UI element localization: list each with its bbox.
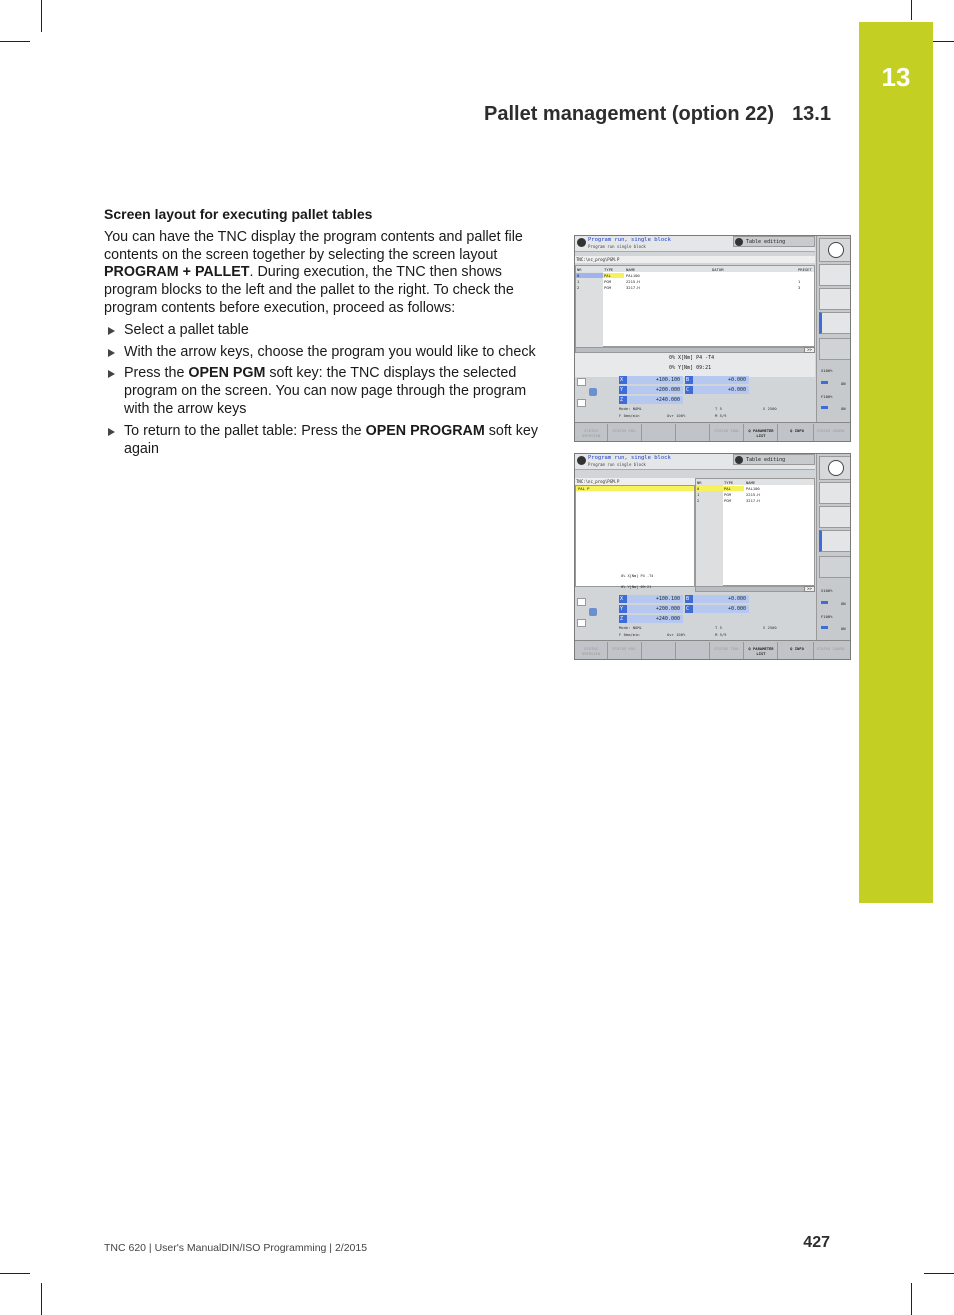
step-text: soft key: the TNC displays the selected program on the screen. You can now page through the program with the arrow keys bbox=[124, 365, 527, 417]
step-item bbox=[104, 423, 540, 459]
softkey-bar bbox=[575, 640, 851, 660]
axis-value: +240.000 bbox=[627, 396, 683, 404]
nr-column bbox=[696, 485, 723, 587]
feed-override: F100% bbox=[821, 394, 833, 399]
override-info: Ovr 100% bbox=[667, 632, 686, 637]
tool-status-icon bbox=[589, 608, 597, 616]
programming-mode-icon bbox=[735, 456, 743, 464]
scroll-right-button[interactable]: >> bbox=[804, 586, 815, 592]
softkey-vertical-active[interactable] bbox=[819, 312, 851, 334]
table-cell: PGM bbox=[724, 498, 731, 503]
table-cell: 0 bbox=[697, 486, 700, 491]
programming-mode-label: Table editing bbox=[746, 239, 786, 245]
softkey-bar bbox=[575, 422, 851, 442]
softkey-vertical[interactable] bbox=[819, 288, 851, 310]
axis-label: C bbox=[685, 605, 693, 613]
table-cell: 3217.H bbox=[746, 498, 760, 503]
table-cell: PAL100 bbox=[746, 486, 760, 491]
crop-mark bbox=[924, 1273, 954, 1274]
softkey-empty[interactable] bbox=[677, 642, 710, 660]
chapter-tab bbox=[859, 22, 933, 903]
override-on: ON bbox=[841, 381, 846, 386]
step-item bbox=[104, 344, 540, 362]
softkey-vertical[interactable] bbox=[819, 264, 851, 286]
machine-mode-icon bbox=[577, 456, 586, 465]
override-led bbox=[821, 601, 828, 604]
column-header: PRESET bbox=[798, 267, 812, 272]
step-text: Select a pallet table bbox=[124, 321, 249, 338]
step-item bbox=[104, 322, 540, 340]
status-checkbox[interactable] bbox=[577, 378, 586, 386]
crop-mark bbox=[911, 0, 912, 20]
override-on: ON bbox=[841, 626, 846, 631]
table-cell: PAL bbox=[604, 273, 611, 278]
arrow-bullet-icon bbox=[108, 428, 115, 436]
softkey-status-pos[interactable]: STATUS POS. bbox=[609, 642, 642, 660]
axis-row bbox=[685, 605, 749, 613]
mode-header bbox=[575, 454, 815, 470]
softkey-status-tool[interactable]: STATUS TOOL bbox=[711, 424, 744, 442]
pallet-table[interactable] bbox=[695, 478, 815, 586]
column-header: DATUM bbox=[712, 267, 724, 272]
table-cell: 1 bbox=[577, 279, 580, 284]
section-number: 13.1 bbox=[792, 103, 831, 125]
softkey-q-info[interactable]: Q INFO bbox=[781, 424, 814, 442]
spindle-info: S 2500 bbox=[763, 406, 777, 411]
m-function-info: M 5/9 bbox=[715, 632, 727, 637]
axis-row bbox=[685, 595, 749, 603]
tnc-screenshot-pallet bbox=[574, 235, 851, 442]
column-header: TYPE bbox=[724, 480, 734, 485]
step-text: soft key again bbox=[124, 422, 539, 457]
row-cursor bbox=[576, 273, 603, 278]
program-line: PAL P bbox=[578, 486, 590, 491]
table-cell: PGM bbox=[604, 285, 611, 290]
axis-row bbox=[685, 376, 749, 384]
axis-label: Z bbox=[619, 615, 627, 623]
vertical-softkey-bar bbox=[816, 236, 851, 422]
machine-mode-label: Program run, single block bbox=[588, 455, 671, 461]
intro-paragraph bbox=[104, 229, 540, 318]
table-cell: 1 bbox=[798, 279, 801, 284]
table-cell: 0 bbox=[577, 273, 580, 278]
axis-row bbox=[685, 386, 749, 394]
override-on: ON bbox=[841, 601, 846, 606]
column-header: NR bbox=[697, 480, 702, 485]
status-checkbox[interactable] bbox=[577, 399, 586, 407]
status-checkbox[interactable] bbox=[577, 598, 586, 606]
table-cell: 2215.H bbox=[746, 492, 760, 497]
table-cell: PAL bbox=[724, 486, 731, 491]
softkey-vertical[interactable] bbox=[819, 338, 851, 360]
axis-label: B bbox=[685, 595, 693, 603]
pallet-table[interactable] bbox=[575, 265, 815, 347]
step-item bbox=[104, 365, 540, 418]
override-led bbox=[821, 626, 828, 629]
table-cell: PGM bbox=[724, 492, 731, 497]
status-line: 0% X[Nm] P4 -T4 bbox=[621, 574, 654, 578]
machine-mode-icon bbox=[577, 238, 586, 247]
file-path: TNC:\nc_prog\PGM.P bbox=[575, 256, 815, 263]
spindle-override: S100% bbox=[821, 368, 833, 373]
softkey-empty[interactable] bbox=[643, 642, 676, 660]
mode-info: Mode: NOML bbox=[619, 406, 642, 411]
axis-value: +0.000 bbox=[693, 376, 749, 384]
horizontal-scrollbar[interactable] bbox=[695, 586, 815, 592]
tnc-screenshot-program-pallet bbox=[574, 453, 851, 660]
axis-value: +0.000 bbox=[693, 386, 749, 394]
tool-info: T 5 bbox=[715, 625, 722, 630]
softkey-status-pos[interactable]: STATUS POS. bbox=[609, 424, 642, 442]
softkey-q-info[interactable]: Q INFO bbox=[781, 642, 814, 660]
clock-panel bbox=[819, 456, 851, 480]
footer-text: TNC 620 | User's ManualDIN/ISO Programming | 2/2015 bbox=[104, 1242, 368, 1254]
arrow-bullet-icon bbox=[108, 349, 115, 357]
mode-info: Mode: NOML bbox=[619, 625, 642, 630]
selected-row-highlight bbox=[696, 486, 744, 491]
override-led bbox=[821, 406, 828, 409]
para-text: You can have the TNC display the program contents and pallet file contents on the screen together by selecting the screen layout bbox=[104, 228, 523, 263]
table-cell: 3 bbox=[798, 285, 801, 290]
softkey-q-parameter-list[interactable]: Q PARAMETER LIST bbox=[745, 424, 778, 442]
section-heading: Screen layout for executing pallet tables bbox=[104, 206, 373, 222]
status-line: 0% X[Nm] P4 -T4 bbox=[669, 355, 715, 361]
step-text: To return to the pallet table: Press the bbox=[124, 422, 366, 439]
softkey-q-parameter-list[interactable]: Q PARAMETER LIST bbox=[745, 642, 778, 660]
softkey-vertical[interactable] bbox=[819, 482, 851, 504]
softkey-vertical-active[interactable] bbox=[819, 530, 851, 552]
override-on: ON bbox=[841, 406, 846, 411]
axis-row bbox=[619, 605, 683, 613]
table-cell: 3217.H bbox=[626, 285, 640, 290]
softkey-vertical[interactable] bbox=[819, 506, 851, 528]
para-bold: PROGRAM + PALLET bbox=[104, 264, 250, 281]
softkey-status-overview[interactable]: STATUS OVERVIEW bbox=[575, 642, 608, 660]
column-header: NAME bbox=[746, 480, 756, 485]
softkey-status-coord[interactable]: STATUS COORD. bbox=[816, 428, 847, 433]
axis-value: +100.100 bbox=[627, 595, 683, 603]
axis-row bbox=[619, 595, 683, 603]
axis-value: +100.100 bbox=[627, 376, 683, 384]
page-number: 427 bbox=[803, 1234, 830, 1251]
clock-icon bbox=[828, 242, 844, 258]
softkey-status-tool[interactable]: STATUS TOOL bbox=[711, 642, 744, 660]
arrow-bullet-icon bbox=[108, 370, 115, 378]
table-cell: 2 bbox=[697, 498, 700, 503]
crop-mark bbox=[0, 1273, 30, 1274]
softkey-status-overview[interactable]: STATUS OVERVIEW bbox=[575, 424, 608, 442]
axis-value: +0.000 bbox=[693, 605, 749, 613]
machine-mode-sub: Program run single block bbox=[588, 462, 646, 467]
axis-label: C bbox=[685, 386, 693, 394]
softkey-empty[interactable] bbox=[643, 424, 676, 442]
softkey-empty[interactable] bbox=[677, 424, 710, 442]
axis-value: +200.000 bbox=[627, 386, 683, 394]
current-block-highlight bbox=[576, 486, 694, 491]
column-header: TYPE bbox=[604, 267, 614, 272]
spindle-info: S 2500 bbox=[763, 625, 777, 630]
clock-panel bbox=[819, 238, 851, 262]
table-cell: PGM bbox=[604, 279, 611, 284]
step-bold: OPEN PROGRAM bbox=[365, 422, 485, 439]
chapter-number: 13 bbox=[881, 62, 911, 92]
feed-info: F 0mm/min bbox=[619, 632, 640, 637]
axis-label: Y bbox=[619, 386, 627, 394]
crop-mark bbox=[41, 1283, 42, 1315]
arrow-bullet-icon bbox=[108, 327, 115, 335]
running-header bbox=[300, 103, 831, 126]
feed-info: F 0mm/min bbox=[619, 413, 640, 418]
status-checkbox[interactable] bbox=[577, 619, 586, 627]
column-header: NAME bbox=[626, 267, 636, 272]
axis-label: B bbox=[685, 376, 693, 384]
axis-label: X bbox=[619, 595, 627, 603]
programming-mode-box[interactable] bbox=[733, 236, 815, 247]
override-info: Ovr 100% bbox=[667, 413, 686, 418]
step-text: With the arrow keys, choose the program you would like to check bbox=[124, 343, 536, 360]
spindle-override: S100% bbox=[821, 588, 833, 593]
crop-mark bbox=[911, 1283, 912, 1315]
body-text bbox=[104, 206, 540, 458]
chapter-title: Pallet management (option 22) bbox=[484, 103, 775, 125]
axis-row bbox=[619, 396, 683, 404]
column-header: NR bbox=[577, 267, 582, 272]
axis-value: +240.000 bbox=[627, 615, 683, 623]
vertical-softkey-bar bbox=[816, 454, 851, 640]
step-text: Press the bbox=[124, 365, 189, 382]
tool-info: T 5 bbox=[715, 406, 722, 411]
step-bold: OPEN PGM bbox=[188, 365, 266, 382]
scroll-right-button[interactable]: >> bbox=[804, 347, 815, 353]
axis-row bbox=[619, 615, 683, 623]
programming-mode-label: Table editing bbox=[746, 457, 786, 463]
crop-mark bbox=[0, 41, 30, 42]
table-cell: 2 bbox=[577, 285, 580, 290]
table-cell: 1 bbox=[697, 492, 700, 497]
mode-header bbox=[575, 236, 815, 252]
feed-override: F100% bbox=[821, 614, 833, 619]
programming-mode-icon bbox=[735, 238, 743, 246]
machine-mode-label: Program run, single block bbox=[588, 237, 671, 243]
axis-row bbox=[619, 386, 683, 394]
crop-mark bbox=[41, 0, 42, 32]
softkey-vertical[interactable] bbox=[819, 556, 851, 578]
step-list bbox=[104, 322, 540, 459]
table-cell: 2215.H bbox=[626, 279, 640, 284]
axis-label: Y bbox=[619, 605, 627, 613]
table-cell: PAL100 bbox=[626, 273, 640, 278]
axis-value: +200.000 bbox=[627, 605, 683, 613]
para-text: . During execution, the TNC then shows program blocks to the left and the pallet to the right. To check the program contents before execution, proceed as follows: bbox=[104, 264, 514, 316]
file-path: TNC:\nc_prog\PGM.P bbox=[575, 478, 695, 485]
softkey-status-coord[interactable]: STATUS COORD. bbox=[816, 646, 847, 651]
axis-row bbox=[619, 376, 683, 384]
tool-status-icon bbox=[589, 388, 597, 396]
override-led bbox=[821, 381, 828, 384]
status-line: 0% Y[Nm] 09:21 bbox=[621, 585, 652, 589]
program-view[interactable] bbox=[575, 485, 695, 587]
status-line: 0% Y[Nm] 09:21 bbox=[669, 365, 712, 371]
axis-value: +0.000 bbox=[693, 595, 749, 603]
machine-mode-sub: Program run single block bbox=[588, 244, 646, 249]
programming-mode-box[interactable] bbox=[733, 454, 815, 465]
m-function-info: M 5/9 bbox=[715, 413, 727, 418]
clock-icon bbox=[828, 460, 844, 476]
nr-column bbox=[576, 272, 603, 348]
axis-label: X bbox=[619, 376, 627, 384]
axis-label: Z bbox=[619, 396, 627, 404]
